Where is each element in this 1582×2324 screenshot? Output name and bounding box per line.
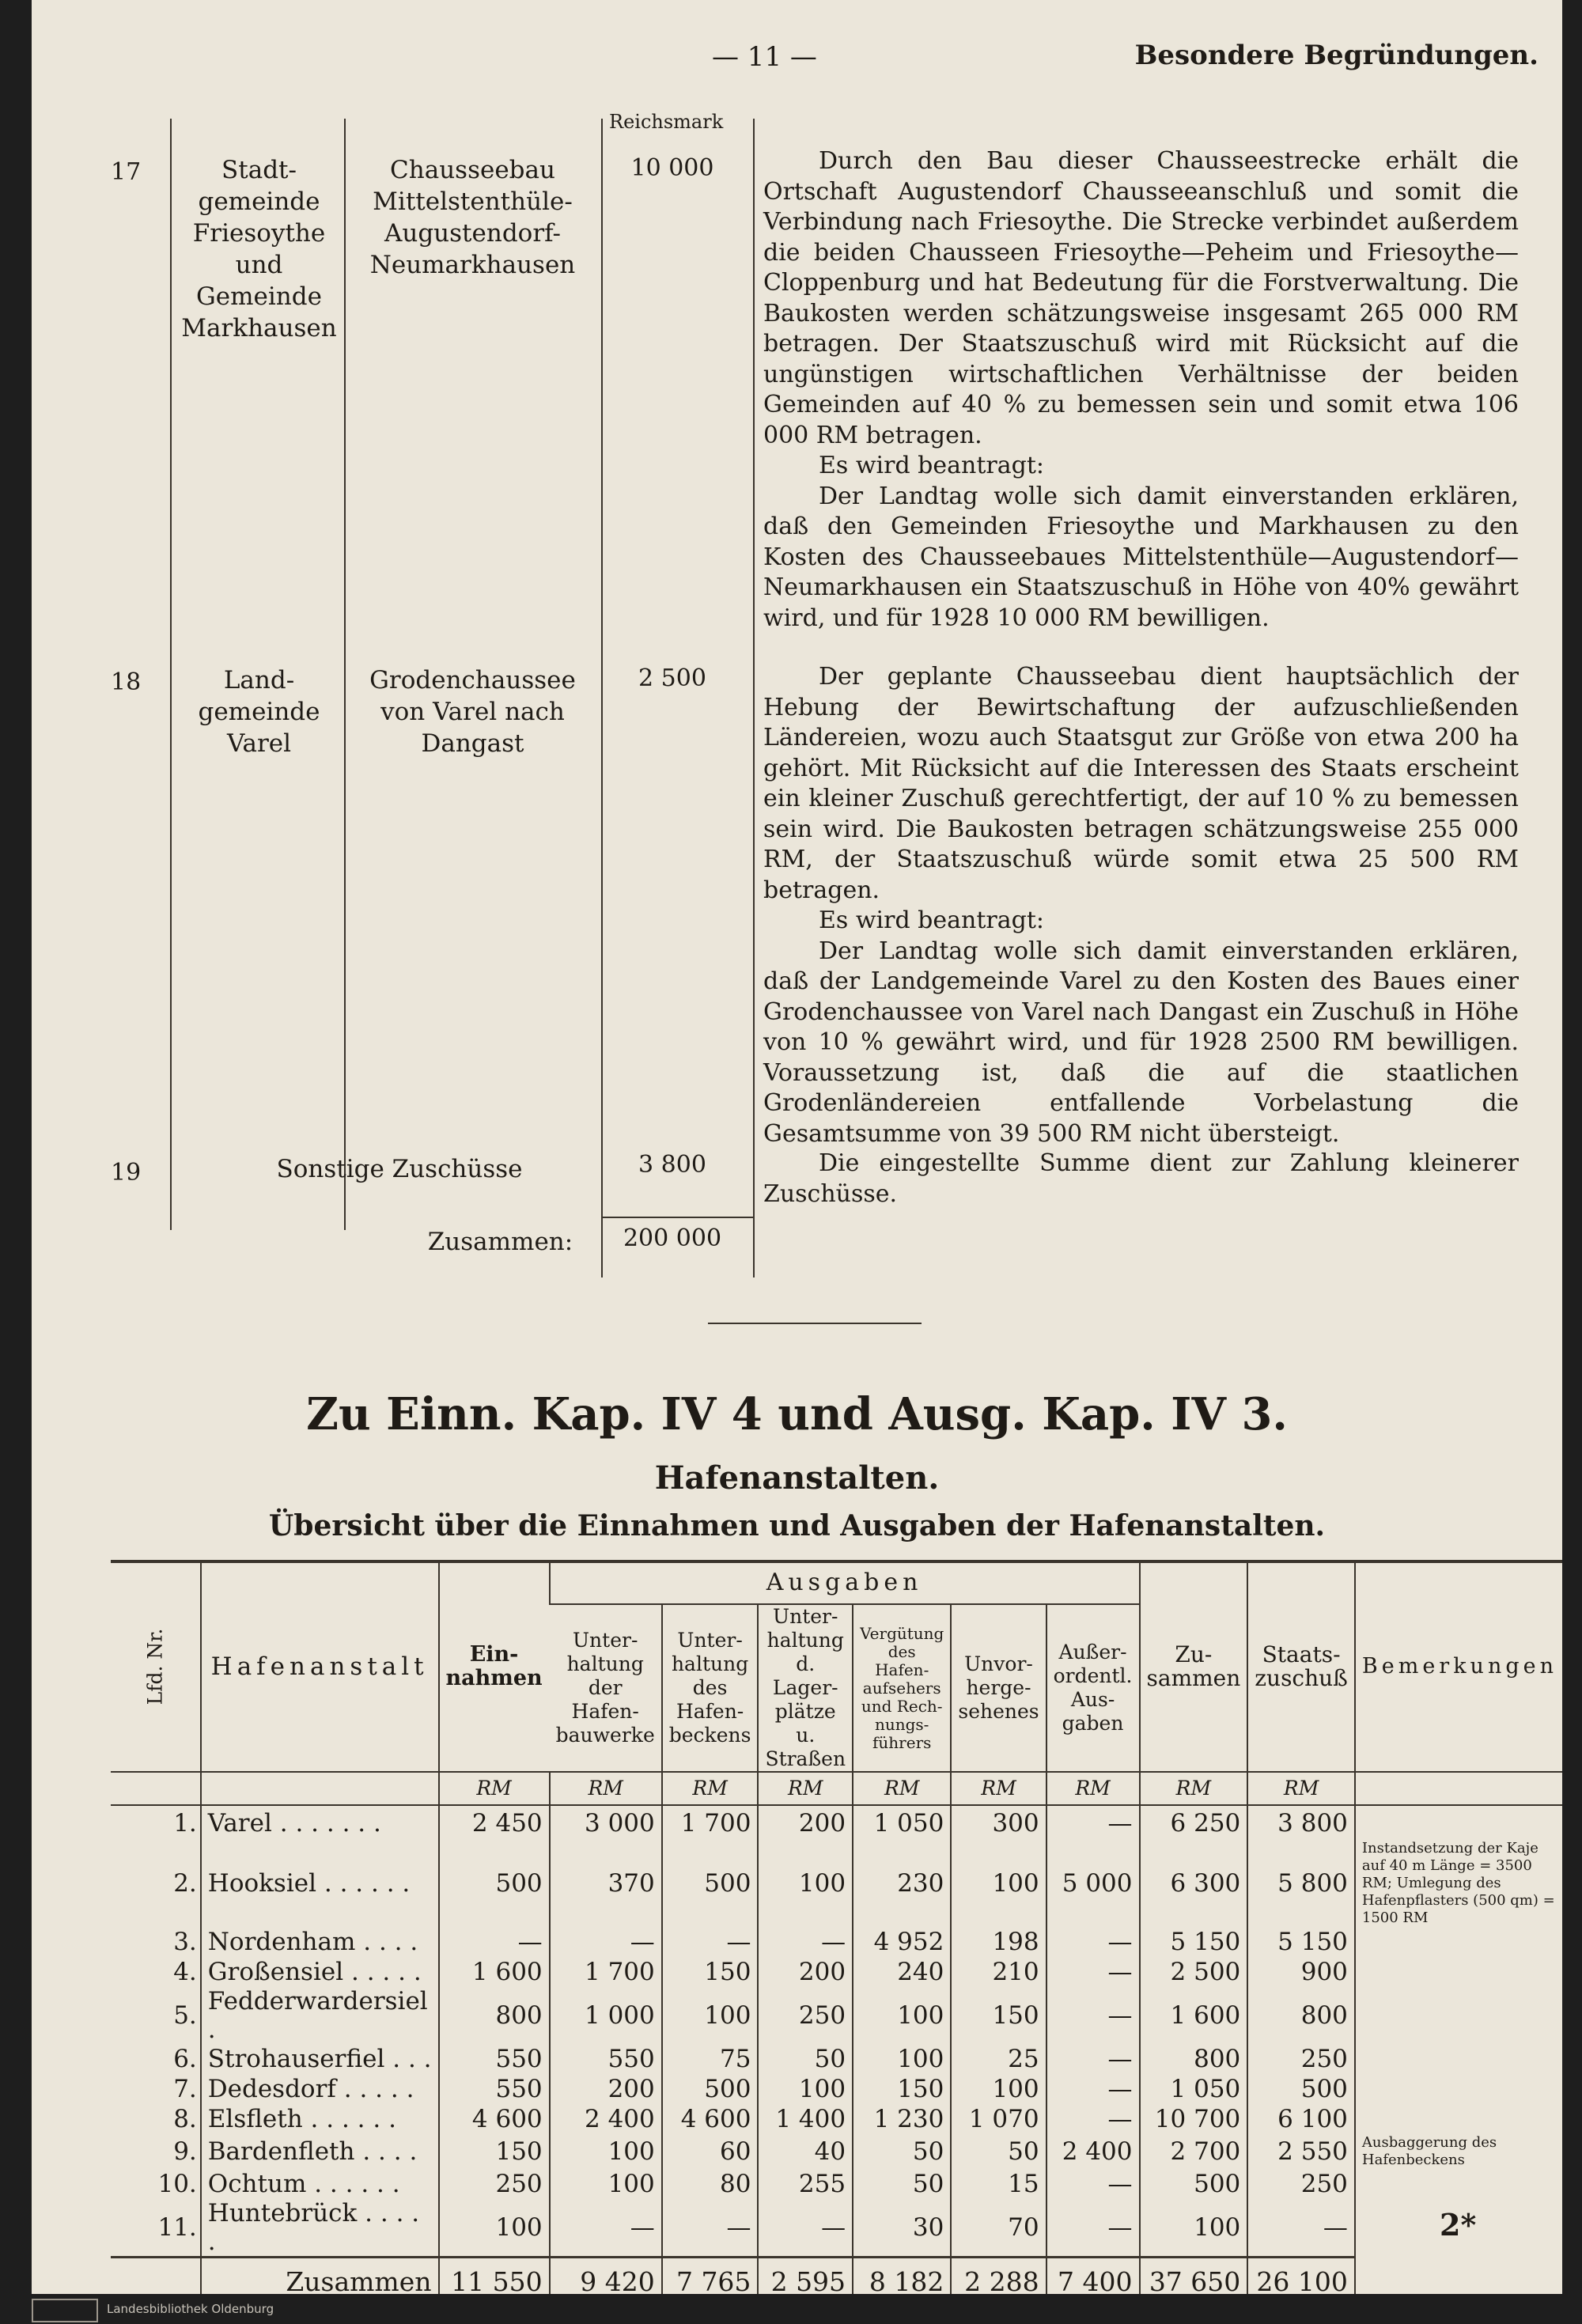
cell-value: 2 400 [1046, 2134, 1140, 2169]
entry-recipient: Stadt- gemeinde Friesoythe und Gemeinde Markhausen [181, 156, 337, 343]
cell-value: 6 100 [1247, 2104, 1355, 2134]
cell-value: 200 [550, 2074, 662, 2104]
cell-value: 4 600 [439, 2104, 550, 2134]
cell-value: 50 [853, 2169, 951, 2199]
entry-number: 18 [111, 668, 142, 696]
remark [1355, 2169, 1562, 2199]
entry-amount: 10 000 [630, 154, 714, 182]
cell-value: 4 952 [853, 1927, 951, 1957]
cell-value: 1 230 [853, 2104, 951, 2134]
table-row [111, 1987, 1562, 2044]
harbor-name: Elsfleth . . . . . . [201, 2104, 439, 2134]
cell-value: 550 [550, 2044, 662, 2074]
cell-value: 250 [1247, 2169, 1355, 2199]
table-row [111, 1957, 1562, 1987]
page-number: — 11 — [712, 41, 817, 73]
cell-value: 5 150 [1140, 1927, 1248, 1957]
cell-value: — [1046, 2199, 1140, 2258]
row-number: 5. [173, 2001, 197, 2030]
signature-mark: 2* [1440, 2207, 1477, 2243]
col-header-zusammen: Zu- sammen [1140, 1562, 1248, 1772]
harbor-name: Großensiel . . . . . [201, 1957, 439, 1987]
entry-label: Sonstige Zuschüsse [276, 1155, 523, 1183]
remark [1355, 1805, 1562, 1840]
col-header-bemerkungen: Bemerkungen [1355, 1562, 1562, 1772]
cell-value: 6 250 [1140, 1805, 1248, 1840]
cell-value: — [662, 1927, 759, 1957]
harbor-name: Dedesdorf . . . . . [201, 2074, 439, 2104]
entry-purpose: Chausseebau Mittelstenthüle- Augustendorf- Neumarkhausen [369, 156, 576, 279]
harbor-name: Hooksiel . . . . . . [201, 1840, 439, 1927]
total-label: Zusammen: [427, 1228, 573, 1256]
cell-value: 60 [662, 2134, 759, 2169]
unit-label: RM [439, 1772, 550, 1805]
entry-explanation [763, 146, 1519, 634]
entry-number: 17 [111, 158, 142, 186]
cell-value: — [1046, 2074, 1140, 2104]
harbor-name: Bardenfleth . . . . [201, 2134, 439, 2169]
cell-value: 150 [951, 1987, 1046, 2044]
cell-value: 1 000 [550, 1987, 662, 2044]
library-logo-icon [32, 2299, 98, 2322]
cell-value: 500 [662, 2074, 759, 2104]
table-row [111, 2199, 1562, 2258]
cell-value: 1 700 [662, 1805, 759, 1840]
cell-value: 250 [1247, 2044, 1355, 2074]
cell-value: — [1247, 2199, 1355, 2258]
cell-value: 500 [662, 1840, 759, 1927]
unit-label: RM [853, 1772, 951, 1805]
remark [1355, 1987, 1562, 2044]
cell-value: — [1046, 1987, 1140, 2044]
row-number: 3. [173, 1928, 197, 1956]
cell-value: 30 [853, 2199, 951, 2258]
cell-value: 1 050 [1140, 2074, 1248, 2104]
cell-value: 100 [853, 1987, 951, 2044]
remark [1355, 2104, 1562, 2134]
col-header-staatszuschuss: Staats- zuschuß [1247, 1562, 1355, 1772]
cell-value: — [758, 1927, 853, 1957]
unit-label: RM [1140, 1772, 1248, 1805]
entry-number: 19 [111, 1159, 142, 1187]
cell-value: 1 050 [853, 1805, 951, 1840]
cell-value: 1 600 [1140, 1987, 1248, 2044]
section-subheading: Hafenanstalten. [654, 1459, 940, 1497]
cell-value: 100 [439, 2199, 550, 2258]
column-rule [601, 119, 603, 1277]
entry-explanation [763, 662, 1519, 1149]
cell-value: 100 [951, 1840, 1046, 1927]
cell-value: 255 [758, 2169, 853, 2199]
cell-value: 500 [439, 1840, 550, 1927]
cell-value: 5 800 [1247, 1840, 1355, 1927]
harbor-name: Huntebrück . . . . . [201, 2199, 439, 2258]
cell-value: 550 [439, 2044, 550, 2074]
cell-value: — [662, 2199, 759, 2258]
unit-label: RM [951, 1772, 1046, 1805]
column-rule [753, 119, 755, 1277]
paragraph: Es wird beantragt: [819, 452, 1044, 479]
cell-value: 2 500 [1140, 1957, 1248, 1987]
total-value: 2 288 [951, 2258, 1046, 2295]
total-amount: 200 000 [623, 1224, 722, 1252]
cell-value: 200 [758, 1805, 853, 1840]
harbor-name: Varel . . . . . . . [201, 1805, 439, 1840]
cell-value: 2 450 [439, 1805, 550, 1840]
table-row [111, 1840, 1562, 1927]
cell-value: 800 [1247, 1987, 1355, 2044]
cell-value: 100 [853, 2044, 951, 2074]
paragraph: Die eingestellte Summe dient zur Zahlung kleinerer Zuschüsse. [763, 1149, 1519, 1208]
cell-value: 500 [1140, 2169, 1248, 2199]
cell-value: 250 [758, 1987, 853, 2044]
row-number: 10. [157, 2170, 197, 2198]
row-number: 11. [157, 2213, 197, 2242]
unit-label: RM [1046, 1772, 1140, 1805]
table-row [111, 1927, 1562, 1957]
cell-value: 2 550 [1247, 2134, 1355, 2169]
table-row [111, 1805, 1562, 1840]
cell-value: 1 070 [951, 2104, 1046, 2134]
total-value: 9 420 [550, 2258, 662, 2295]
col-header-lagerplaetze: Unter- haltung d. Lager- plätze u. Straßen [758, 1604, 853, 1772]
running-title: Besondere Begründungen. [1134, 40, 1538, 71]
cell-value: 2 400 [550, 2104, 662, 2134]
col-header-verguetung: Vergütung des Hafen- aufsehers und Rech- nungs- führers [853, 1604, 951, 1772]
cell-value: 1 400 [758, 2104, 853, 2134]
amount-column-header: Reichsmark [609, 111, 724, 133]
row-number: 4. [173, 1958, 197, 1986]
col-header-einnahmen: Ein- nahmen [439, 1562, 550, 1772]
col-header-hafenbecken: Unter- haltung des Hafen- beckens [662, 1604, 759, 1772]
cell-value: 250 [439, 2169, 550, 2199]
column-rule [170, 119, 172, 1230]
remark: Instandsetzung der Kaje auf 40 m Länge = 3500 RM; Umlegung des Hafenpflasters (500 qm) = 1500 RM [1355, 1840, 1562, 1927]
row-number: 2. [173, 1869, 197, 1898]
total-value: 37 650 [1140, 2258, 1248, 2295]
col-header-hafenbauwerke: Unter- haltung der Hafen- bauwerke [555, 1629, 655, 1747]
cell-value: 198 [951, 1927, 1046, 1957]
cell-value: 100 [758, 1840, 853, 1927]
table-row [111, 2074, 1562, 2104]
cell-value: 6 300 [1140, 1840, 1248, 1927]
total-value: 2 595 [758, 2258, 853, 2295]
cell-value: 100 [662, 1987, 759, 2044]
cell-value: — [1046, 2104, 1140, 2134]
cell-value: 370 [550, 1840, 662, 1927]
sum-rule [601, 1217, 753, 1218]
unit-label: RM [550, 1772, 662, 1805]
cell-value: 230 [853, 1840, 951, 1927]
table-caption: Übersicht über die Einnahmen und Ausgaben der Hafenanstalten. [268, 1509, 1326, 1542]
harbor-name: Fedderwardersiel . [201, 1987, 439, 2044]
remark [1355, 2044, 1562, 2074]
paragraph: Durch den Bau dieser Chausseestrecke erhält die Ortschaft Augustendorf Chausseeanschluß und somit die Verbindung nach Friesoythe. Die Strecke verbindet außerdem die beiden Chausseen Friesoythe—Peheim und Friesoythe—Cloppenburg und hat Bedeutung für die Forstverwaltung. Die Baukosten werden schätzungsweise insgesamt 265 000 RM betragen. Der Staatszuschuß wird mit Rücksicht auf die ungünstigen wirtschaftlichen Verhältnisse der beiden Gemeinden auf 40 % zu bemessen sein und somit etwa 106 000 RM betragen. [763, 147, 1519, 449]
entry-purpose: Grodenchaussee von Varel nach Dangast [369, 666, 576, 758]
section-heading: Zu Einn. Kap. IV 4 und Ausg. Kap. IV 3. [306, 1388, 1288, 1440]
cell-value: 25 [951, 2044, 1046, 2074]
cell-value: 150 [439, 2134, 550, 2169]
col-header-name: Hafenanstalt [201, 1562, 439, 1772]
cell-value: 210 [951, 1957, 1046, 1987]
cell-value: 3 000 [550, 1805, 662, 1840]
cell-value: 1 600 [439, 1957, 550, 1987]
row-number: 9. [173, 2137, 197, 2166]
paragraph: Der geplante Chausseebau dient hauptsächlich der Hebung der Bewirtschaftung der aufzuschließenden Ländereien, wozu auch Staatsgut zur Größe von etwa 200 ha gehört. Mit Rücksicht auf die Interessen des Staats erscheint ein kleiner Zuschuß gerechtfertigt, der auf 10 % zu bemessen sein wird. Die Baukosten betragen schätzungsweise 255 000 RM, der Staatszuschuß würde somit etwa 25 500 RM betragen. [763, 663, 1519, 904]
remark [1355, 1957, 1562, 1987]
cell-value: 1 700 [550, 1957, 662, 1987]
cell-value: — [550, 1927, 662, 1957]
total-value: 7 400 [1046, 2258, 1140, 2295]
unit-label: RM [1247, 1772, 1355, 1805]
col-header-nr: Lfd. Nr. [143, 1628, 167, 1705]
section-divider [708, 1323, 922, 1324]
cell-value: 5 150 [1247, 1927, 1355, 1957]
total-value: 7 765 [662, 2258, 759, 2295]
cell-value: 70 [951, 2199, 1046, 2258]
col-header-unvorhergesehenes: Unvor- herge- sehenes [951, 1604, 1046, 1772]
remark [1355, 2074, 1562, 2104]
cell-value: 50 [758, 2044, 853, 2074]
row-number: 1. [173, 1808, 197, 1838]
cell-value: — [1046, 2044, 1140, 2074]
cell-value: 300 [951, 1805, 1046, 1840]
cell-value: 100 [758, 2074, 853, 2104]
cell-value: 550 [439, 2074, 550, 2104]
cell-value: — [1046, 2169, 1140, 2199]
cell-value: 800 [1140, 2044, 1248, 2074]
library-footer [0, 2294, 1582, 2324]
unit-label: RM [758, 1772, 853, 1805]
cell-value: 100 [550, 2134, 662, 2169]
cell-value: 800 [439, 1987, 550, 2044]
paragraph: Der Landtag wolle sich damit einverstanden erklären, daß der Landgemeinde Varel zu den Kosten des Baues einer Grodenchaussee von Varel nach Dangast ein Zuschuß in Höhe von 10 % gewährt wird, und für 1928 2500 RM bewilligen. Voraussetzung ist, daß die auf die staatlichen Grodenländereien entfallende Vorbelastung die Gesamtsumme von 39 500 RM nicht übersteigt. [763, 937, 1519, 1148]
cell-value: 40 [758, 2134, 853, 2169]
table-row [111, 2044, 1562, 2074]
entry-recipient: Land- gemeinde Varel [198, 666, 320, 758]
total-value: 11 550 [439, 2258, 550, 2295]
cell-value: 900 [1247, 1957, 1355, 1987]
cell-value: 2 700 [1140, 2134, 1248, 2169]
cell-value: 150 [662, 1957, 759, 1987]
table-row [111, 2104, 1562, 2134]
harbor-name: Ochtum . . . . . . [201, 2169, 439, 2199]
document-page [32, 0, 1562, 2294]
cell-value: 240 [853, 1957, 951, 1987]
remark: Ausbaggerung des Hafenbeckens [1355, 2134, 1562, 2169]
cell-value: — [758, 2199, 853, 2258]
entry-amount: 3 800 [638, 1151, 706, 1179]
cell-value: 15 [951, 2169, 1046, 2199]
total-value: 8 182 [853, 2258, 951, 2295]
cell-value: 150 [853, 2074, 951, 2104]
table-row [111, 2134, 1562, 2169]
cell-value: 4 600 [662, 2104, 759, 2134]
paragraph: Der Landtag wolle sich damit einverstanden erklären, daß den Gemeinden Friesoythe und Markhausen zu den Kosten des Chausseebaues Mittelstenthüle—Augustendorf—Neumarkhausen ein Staatszuschuß in Höhe von 40% gewährt wird, und für 1928 10 000 RM bewilligen. [763, 482, 1519, 632]
row-number: 7. [173, 2075, 197, 2103]
entry-amount: 2 500 [638, 664, 706, 692]
cell-value: — [439, 1927, 550, 1957]
cell-value: 80 [662, 2169, 759, 2199]
cell-value: 50 [951, 2134, 1046, 2169]
cell-value: 100 [951, 2074, 1046, 2104]
cell-value: 10 700 [1140, 2104, 1248, 2134]
column-rule [344, 119, 346, 1230]
cell-value: 100 [550, 2169, 662, 2199]
harbor-table [111, 1562, 1562, 2294]
total-row-label: Zusammen [201, 2258, 439, 2295]
cell-value: 50 [853, 2134, 951, 2169]
cell-value: 200 [758, 1957, 853, 1987]
cell-value: — [1046, 1805, 1140, 1840]
cell-value: 500 [1247, 2074, 1355, 2104]
cell-value: 3 800 [1247, 1805, 1355, 1840]
row-number: 8. [173, 2105, 197, 2133]
paragraph: Es wird beantragt: [819, 907, 1044, 934]
row-number: 6. [173, 2045, 197, 2073]
total-value: 26 100 [1247, 2258, 1355, 2295]
cell-value: 5 000 [1046, 1840, 1140, 1927]
harbor-name: Nordenham . . . . [201, 1927, 439, 1957]
library-name: Landesbibliothek Oldenburg [107, 2302, 274, 2316]
cell-value: 100 [1140, 2199, 1248, 2258]
cell-value: — [1046, 1927, 1140, 1957]
cell-value: — [1046, 1957, 1140, 1987]
cell-value: 75 [662, 2044, 759, 2074]
entry-explanation [763, 1149, 1519, 1209]
harbor-name: Strohauserfiel . . . [201, 2044, 439, 2074]
remark [1355, 1927, 1562, 1957]
col-header-ausgaben: Ausgaben [550, 1562, 1140, 1604]
unit-label: RM [662, 1772, 759, 1805]
col-header-ausserordentlich: Außer- ordentl. Aus- gaben [1046, 1604, 1140, 1772]
table-row [111, 2169, 1562, 2199]
cell-value: — [550, 2199, 662, 2258]
total-row [111, 2258, 1562, 2295]
